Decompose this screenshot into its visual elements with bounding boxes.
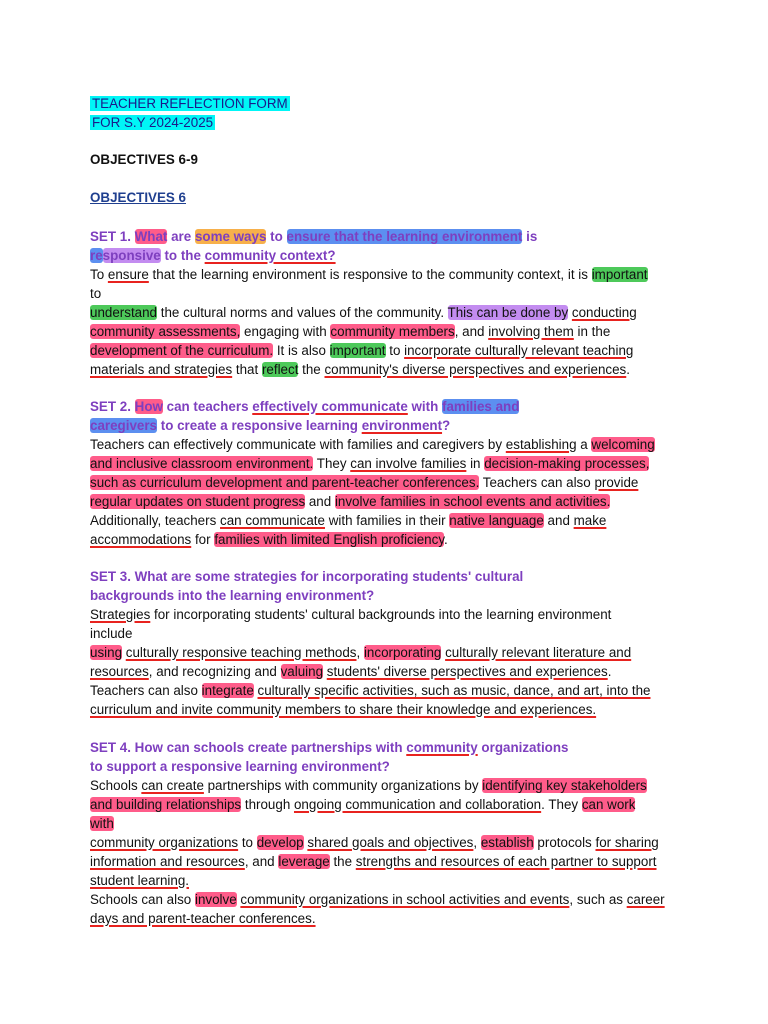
set-1-answer-line-5: development of the curriculum. It is also important to incorporate culturally relevant teaching bbox=[90, 343, 634, 358]
set-4-answer-line-2: and building relationships through ongoing communication and collaboration. They can work bbox=[90, 797, 636, 812]
set-1-answer-line-6: materials and strategies that reflect the community's diverse perspectives and experiences. bbox=[90, 362, 630, 377]
form-header bbox=[90, 94, 680, 132]
set-4-answer-line-8: days and parent-teacher conferences. bbox=[90, 911, 316, 926]
set-2-answer-line-5: Additionally, teachers can communicate with families in their native language and make bbox=[90, 513, 607, 528]
set-2-answer-line-4: regular updates on student progress and involve families in school events and activities. bbox=[90, 494, 611, 509]
set-1-answer-line-1: To ensure that the learning environment is responsive to the community context, it is important bbox=[90, 267, 648, 282]
set-4-answer-line-4: community organizations to develop shared goals and objectives, establish protocols for sharing bbox=[90, 835, 659, 850]
set-4-question-line-1: SET 4. How can schools create partnerships with community organizations bbox=[90, 740, 569, 755]
objectives-range: OBJECTIVES 6-9 bbox=[90, 152, 198, 167]
set-3-question-line-2: backgrounds into the learning environment? bbox=[90, 588, 375, 603]
set-4-question-line-2: to support a responsive learning environment? bbox=[90, 759, 390, 774]
set-2-answer-line-1: Teachers can effectively communicate with families and caregivers by establishing a welcoming bbox=[90, 437, 655, 452]
set-4-answer-line-6: student learning. bbox=[90, 873, 190, 888]
set-2-question-line-1: SET 2. How can teachers effectively communicate with families and bbox=[90, 399, 520, 414]
title-line-2: FOR S.Y 2024-2025 bbox=[92, 115, 214, 130]
set-1-answer-line-3: understand the cultural norms and values of the community. This can be done by conducting bbox=[90, 305, 637, 320]
set-4-answer-line-7: Schools can also involve community organizations in school activities and events, such as career bbox=[90, 892, 665, 907]
set-4 bbox=[90, 738, 680, 928]
set-2-answer-line-3: such as curriculum development and parent-teacher conferences. Teachers can also provide bbox=[90, 475, 639, 490]
set-4-answer-line-1: Schools can create partnerships with community organizations by identifying key stakeholders bbox=[90, 778, 647, 793]
set-3-answer-line-3: using culturally responsive teaching methods, incorporating culturally relevant literature and bbox=[90, 645, 632, 660]
set-3 bbox=[90, 567, 680, 719]
set-3-answer-line-1: Strategies for incorporating students' cultural backgrounds into the learning environment bbox=[90, 607, 612, 622]
set-1-question-line-1: SET 1. What are some ways to ensure that the learning environment is bbox=[90, 229, 538, 244]
set-3-answer-line-2: include bbox=[90, 626, 133, 641]
set-4-answer-line-3: with bbox=[90, 816, 114, 831]
set-1 bbox=[90, 227, 680, 379]
set-1-question-line-2: responsive to the community context? bbox=[90, 248, 336, 263]
set-1-answer-line-4: community assessments, engaging with community members, and involving them in the bbox=[90, 324, 611, 339]
set-2-answer-line-6: accommodations for families with limited English proficiency. bbox=[90, 532, 448, 547]
set-3-answer-line-6: curriculum and invite community members to share their knowledge and experiences. bbox=[90, 702, 597, 717]
set-3-answer-line-4: resources, and recognizing and valuing students' diverse perspectives and experiences. bbox=[90, 664, 612, 679]
title-line-1: TEACHER REFLECTION FORM bbox=[92, 96, 288, 111]
set-1-answer-line-2: to bbox=[90, 286, 102, 301]
set-2 bbox=[90, 397, 680, 549]
set-3-answer-line-5: Teachers can also integrate culturally specific activities, such as music, dance, and art, into the bbox=[90, 683, 651, 698]
set-3-question-line-1: SET 3. What are some strategies for incorporating students' cultural bbox=[90, 569, 524, 584]
set-2-question-line-2: caregivers to create a responsive learning environment? bbox=[90, 418, 451, 433]
set-2-answer-line-2: and inclusive classroom environment. They can involve families in decision-making processes, bbox=[90, 456, 650, 471]
set-4-answer-line-5: information and resources, and leverage the strengths and resources of each partner to support bbox=[90, 854, 657, 869]
objectives-6-heading: OBJECTIVES 6 bbox=[90, 190, 186, 205]
